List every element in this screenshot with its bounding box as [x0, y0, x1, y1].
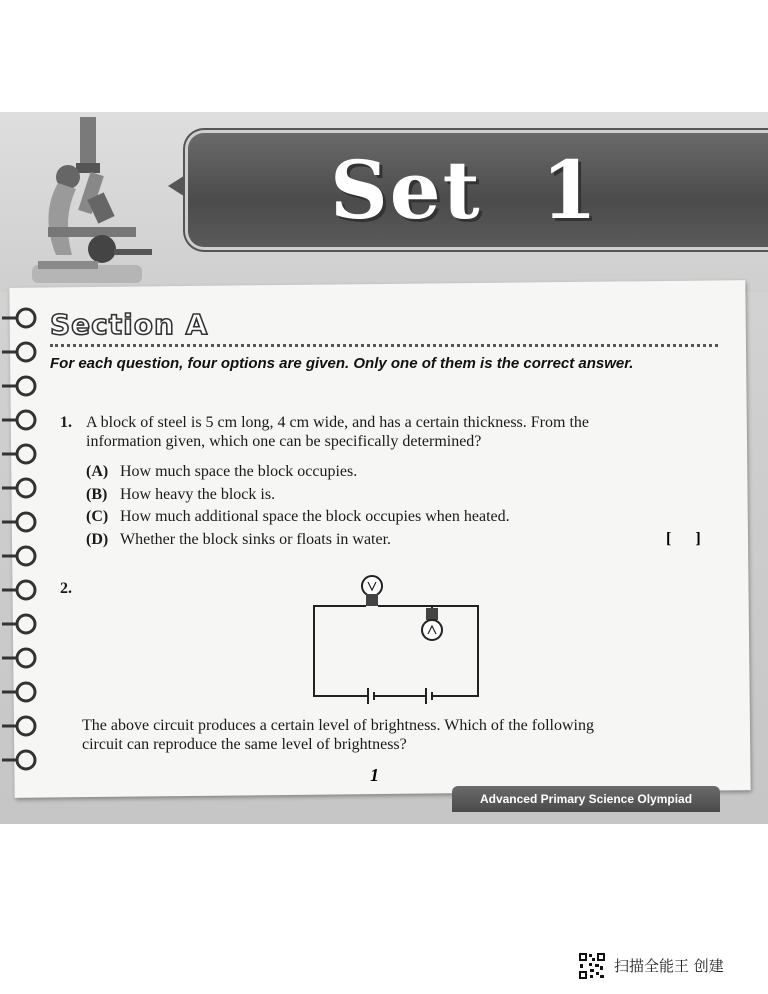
option-b[interactable] [86, 485, 275, 505]
ring-icon [2, 343, 35, 361]
option-text: How much space the block occupies. [120, 463, 358, 480]
microscope-icon [22, 115, 162, 290]
option-a[interactable] [86, 462, 357, 482]
option-label: (D) [86, 531, 109, 548]
ring-icon [2, 683, 35, 701]
answer-bracket[interactable]: [ ] [666, 530, 701, 547]
ring-icon [2, 717, 35, 735]
ring-icon [2, 445, 35, 463]
ring-icon [2, 751, 35, 769]
page-number: 1 [370, 765, 379, 785]
question-1-text-line2: information given, which one can be specifically determined? [86, 433, 482, 450]
banner-notch [168, 172, 190, 200]
ring-icon [2, 377, 35, 395]
question-2-text-line1: The above circuit produces a certain level of brightness. Which of the following [82, 717, 594, 734]
option-d[interactable] [86, 530, 391, 550]
option-text: Whether the block sinks or floats in water. [120, 531, 392, 548]
set-title: Set 1 [330, 143, 599, 237]
ring-icon [2, 309, 35, 327]
option-text: How much additional space the block occupies when heated. [120, 508, 510, 525]
scanner-text: 扫描全能王 创建 [614, 957, 724, 975]
dotted-divider [50, 344, 718, 347]
option-text: How heavy the block is. [120, 486, 276, 503]
ring-icon [2, 479, 35, 497]
ring-icon [2, 513, 35, 531]
ring-icon [2, 411, 35, 429]
circuit-diagram [300, 572, 500, 704]
question-1-number: 1. [60, 414, 72, 431]
option-label: (C) [86, 508, 109, 525]
ring-icon [2, 581, 35, 599]
ring-icon [2, 615, 35, 633]
option-c[interactable] [86, 507, 510, 527]
option-label: (A) [86, 463, 109, 480]
footer-book-title: Advanced Primary Science Olympiad [452, 786, 720, 812]
bulb-icon [362, 576, 382, 606]
section-title: Section A [50, 308, 209, 341]
ring-icon [2, 649, 35, 667]
ring-icon [2, 547, 35, 565]
section-instructions: For each question, four options are given. Only one of them is the correct answer. [50, 355, 634, 372]
option-label: (B) [86, 486, 108, 503]
qr-code-icon [578, 952, 606, 980]
question-2-text-line2: circuit can reproduce the same level of brightness? [82, 736, 407, 753]
bulb-icon [422, 608, 442, 640]
question-2-number: 2. [60, 580, 72, 597]
question-1-text-line1: A block of steel is 5 cm long, 4 cm wide, and has a certain thickness. From the [86, 414, 589, 431]
spiral-binding [0, 300, 48, 790]
